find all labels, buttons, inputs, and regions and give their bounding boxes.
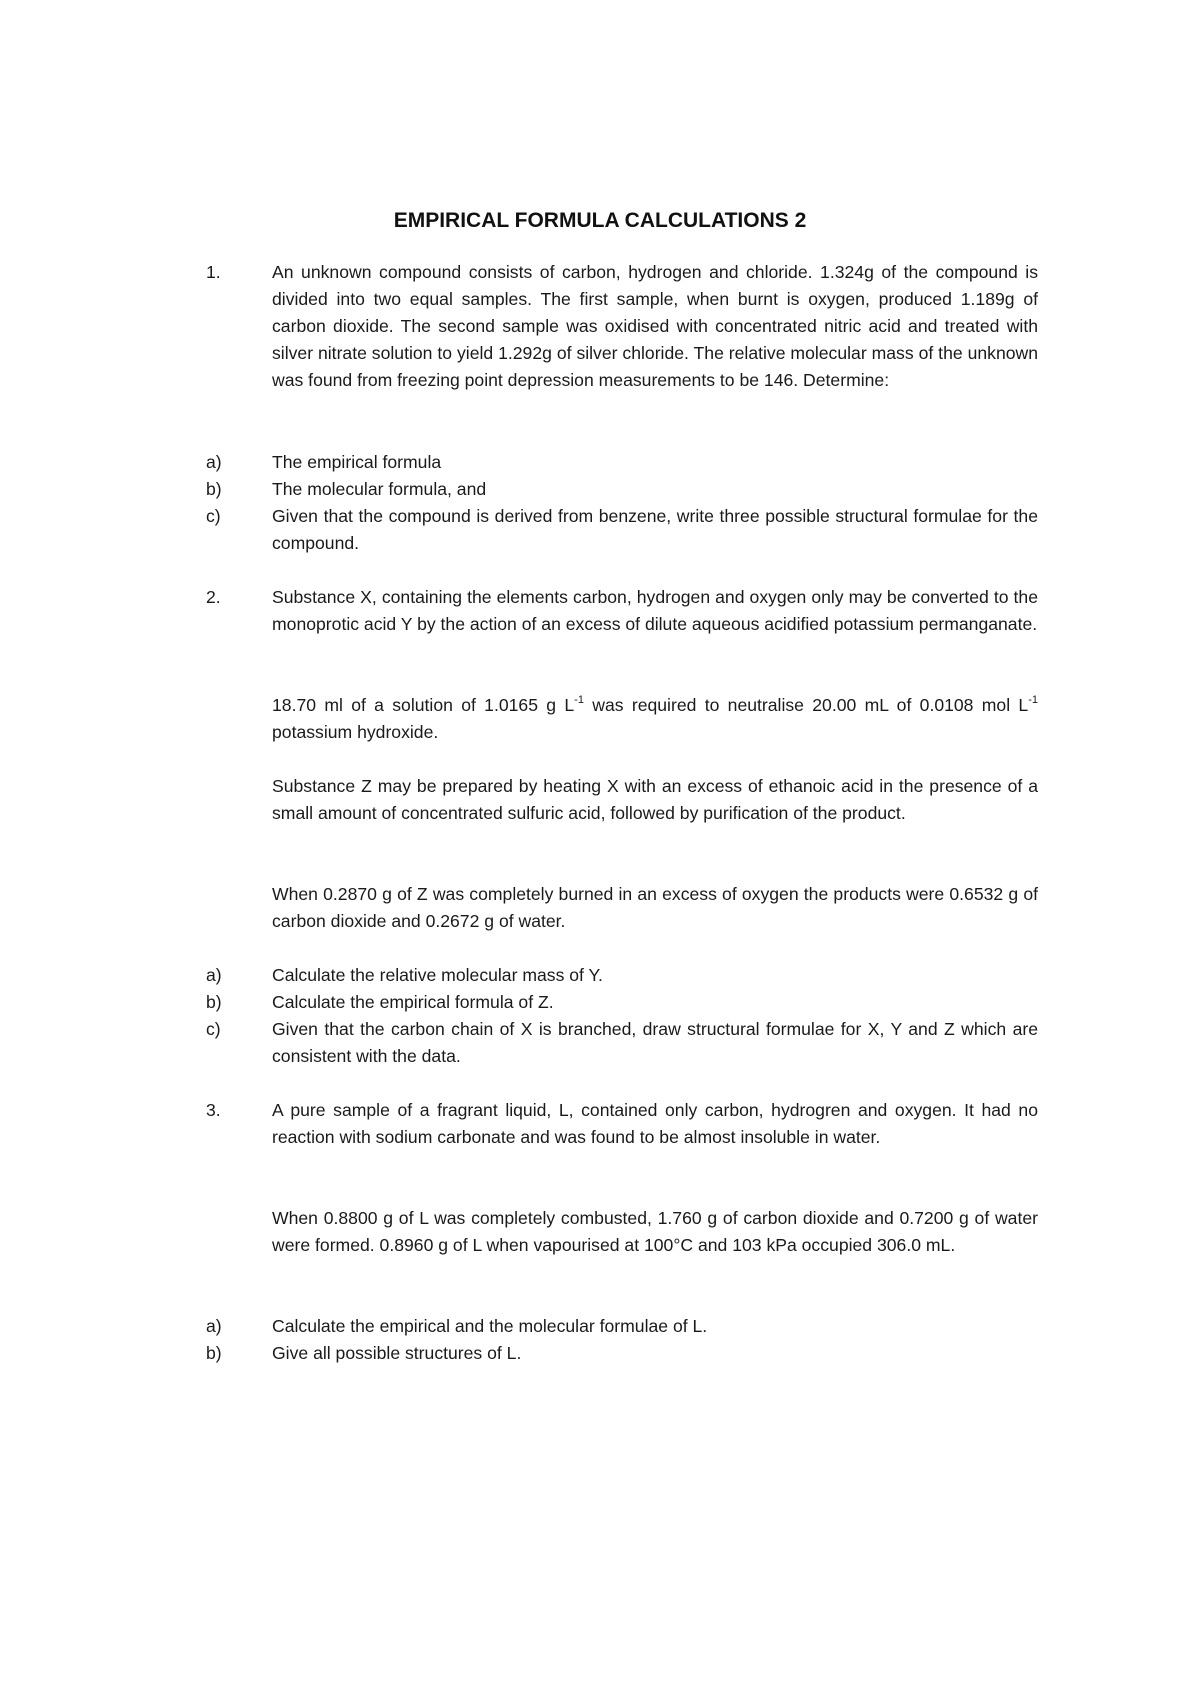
question-number: 3. (206, 1100, 221, 1120)
part-text: Calculate the relative molecular mass of Y. (272, 965, 603, 985)
paragraph: When 0.2870 g of Z was completely burned in an excess of oxygen the products were 0.6532 g of carbon dioxide and 0.2672 g of water. (272, 884, 1038, 931)
part-text: The empirical formula (272, 452, 442, 472)
part-label: c) (206, 506, 221, 526)
part-text: The molecular formula, and (272, 479, 487, 499)
question-number: 1. (206, 262, 221, 282)
part-text: Given that the carbon chain of X is branched, draw structural formulae for X, Y and Z which are consistent with the data. (272, 1019, 1038, 1066)
question-intro: Substance X, containing the elements carbon, hydrogen and oxygen only may be converted to the monoprotic acid Y by the action of an excess of dilute aqueous acidified potassium permanganate. (272, 587, 1038, 634)
part-label: b) (206, 1343, 222, 1363)
part-text: Give all possible structures of L. (272, 1343, 522, 1363)
part-label: a) (206, 965, 222, 985)
question-intro: An unknown compound consists of carbon, hydrogen and chloride. 1.324g of the compound is divided into two equal samples. The first sample, when burnt is oxygen, produced 1.189g of carbon dioxide. The second sample was oxidised with concentrated nitric acid and treated with silver nitrate solution to yield 1.292g of silver chloride. The relative molecular mass of the unknown was found from freezing point depression measurements to be 146. Determine: (272, 262, 1038, 390)
part-label: c) (206, 1019, 221, 1039)
page-title: EMPIRICAL FORMULA CALCULATIONS 2 (393, 209, 807, 232)
question-intro: A pure sample of a fragrant liquid, L, contained only carbon, hydrogren and oxygen. It had no reaction with sodium carbonate and was found to be almost insoluble in water. (272, 1100, 1038, 1147)
paragraph: Substance Z may be prepared by heating X with an excess of ethanoic acid in the presence of a small amount of concentrated sulfuric acid, followed by purification of the product. (272, 776, 1038, 823)
part-label: a) (206, 452, 222, 472)
question-number: 2. (206, 587, 221, 607)
part-label: b) (206, 992, 222, 1012)
part-text: Given that the compound is derived from benzene, write three possible structural formulae for the compound. (272, 506, 1038, 553)
part-text: Calculate the empirical and the molecular formulae of L. (272, 1316, 708, 1336)
part-text: Calculate the empirical formula of Z. (272, 992, 554, 1012)
paragraph: 18.70 ml of a solution of 1.0165 g $L^{-1}$ was required to neutralise 20.00 mL of 0.0108 mol $L^{-1}$ potassium hydroxide. (272, 694, 1038, 742)
part-label: b) (206, 479, 222, 499)
paragraph: When 0.8800 g of L was completely combusted, 1.760 g of carbon dioxide and 0.7200 g of water were formed. 0.8960 g of L when vapourised at 100°C and 103 kPa occupied 306.0 mL. (272, 1208, 1038, 1255)
part-label: a) (206, 1316, 222, 1336)
